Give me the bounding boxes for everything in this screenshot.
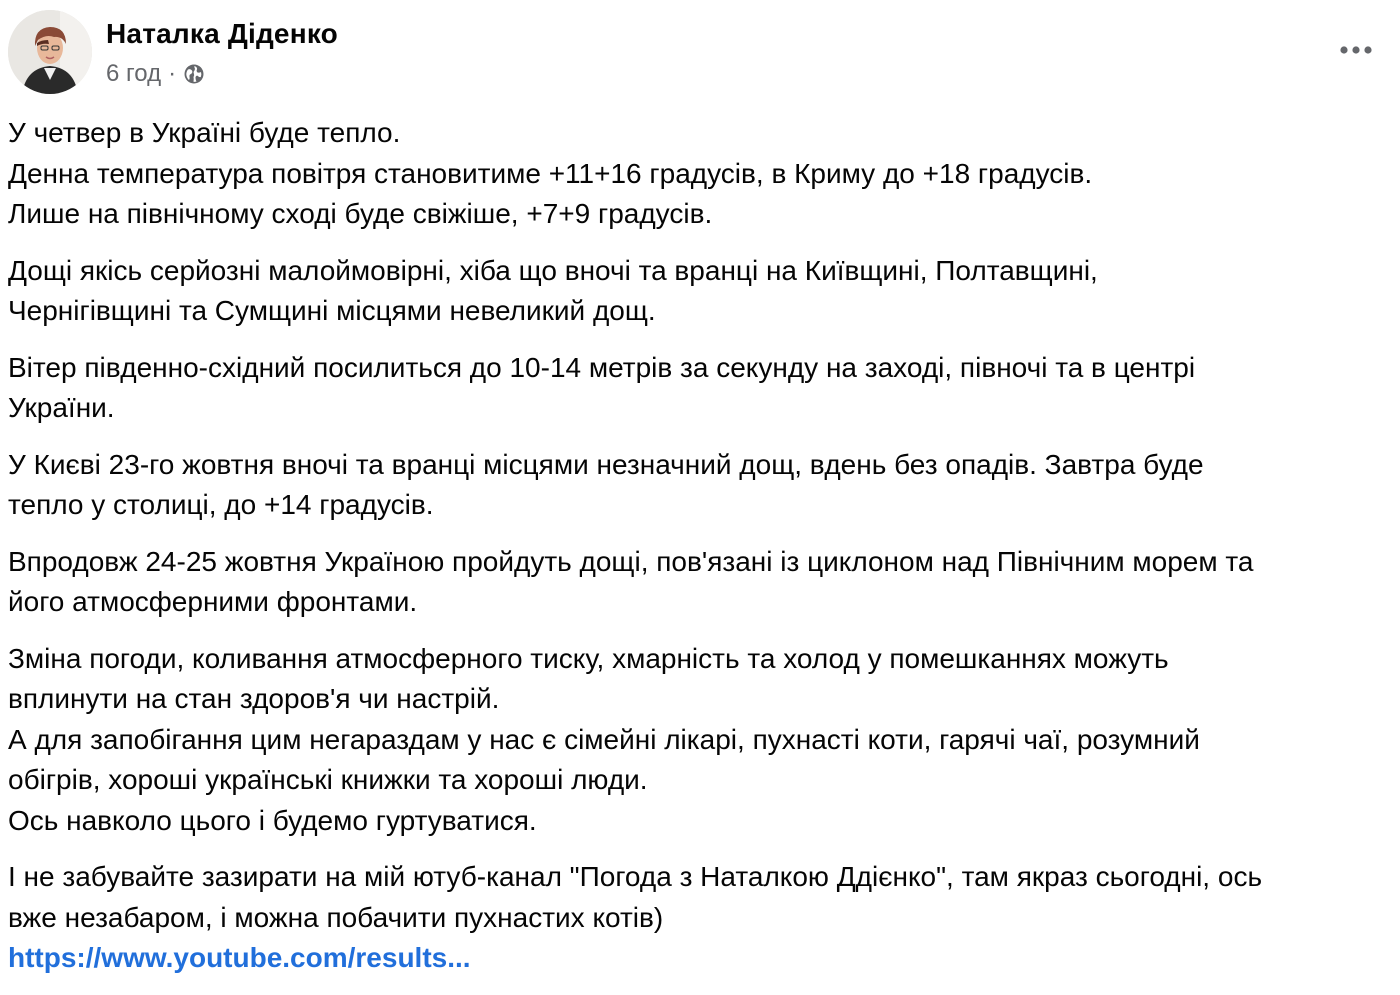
text-line: Ось навколо цього і будемо гуртуватися. — [8, 804, 537, 836]
post-time[interactable]: 6 год — [106, 60, 162, 87]
post-subline — [106, 60, 338, 88]
text-line: вплинути на стан здоров'я чи настрій. — [8, 683, 500, 714]
text-line: У четвер в Україні буде тепло. — [8, 117, 401, 148]
more-options-icon — [1339, 45, 1373, 55]
paragraph — [8, 348, 1393, 429]
globe-icon[interactable] — [182, 62, 206, 86]
paragraph — [8, 251, 1393, 332]
paragraph — [8, 857, 1393, 979]
text-line: Денна температура повітря становитиме +11+16 градусів, в Криму до +18 градусів. — [8, 157, 1093, 189]
post-body — [8, 113, 1393, 995]
text-line: обігрів, хороші українські книжки та хороші люди. — [8, 764, 648, 795]
text-line: Лише на північному сході буде свіжіше, +7+9 градусів. — [8, 198, 713, 229]
separator-dot: · — [168, 60, 177, 87]
post-meta — [106, 10, 338, 88]
text-line: Дощі якісь серйозні малоймовірні, хіба що вночі та вранці на Київщині, Полтавщині, — [8, 254, 1098, 286]
avatar[interactable] — [8, 10, 92, 94]
text-line: У Києві 23-го жовтня вночі та вранці місцями незначний дощ, вдень без опадів. Завтра буде — [8, 448, 1204, 480]
more-options-button[interactable] — [1334, 28, 1378, 72]
text-line: вже незабаром, і можна побачити пухнастих котів) — [8, 901, 664, 933]
text-line: Впродовж 24-25 жовтня Україною пройдуть дощі, пов'язані із циклоном над Північним морем та — [8, 545, 1254, 577]
text-line: Чернігівщині та Сумщині місцями невеликий дощ. — [8, 295, 656, 326]
post-header — [8, 10, 338, 94]
text-line: А для запобігання цим негараздам у нас є сімейні лікарі, пухнасті коти, гарячі чаї, розумний — [8, 723, 1200, 755]
text-line: тепло у столиці, до +14 градусів. — [8, 489, 434, 520]
text-line: Вітер південно-східний посилиться до 10-14 метрів за секунду на заході, півночі та в центрі — [8, 351, 1196, 383]
text-line: Зміна погоди, коливання атмосферного тиску, хмарність та холод у помешканнях можуть — [8, 642, 1169, 674]
text-line: України. — [8, 392, 115, 423]
author-name[interactable]: Наталка Діденко — [106, 18, 338, 49]
paragraph — [8, 542, 1393, 623]
paragraph — [8, 639, 1393, 842]
paragraph — [8, 113, 1393, 235]
avatar-image — [8, 10, 92, 94]
text-line: його атмосферними фронтами. — [8, 586, 418, 617]
paragraph — [8, 445, 1393, 526]
youtube-link[interactable]: https://www.youtube.com/results... — [8, 942, 471, 973]
text-line: І не забувайте зазирати на мій ютуб-канал "Погода з Наталкою Ддієнко", там якраз сьогодні, ось — [8, 861, 1263, 892]
